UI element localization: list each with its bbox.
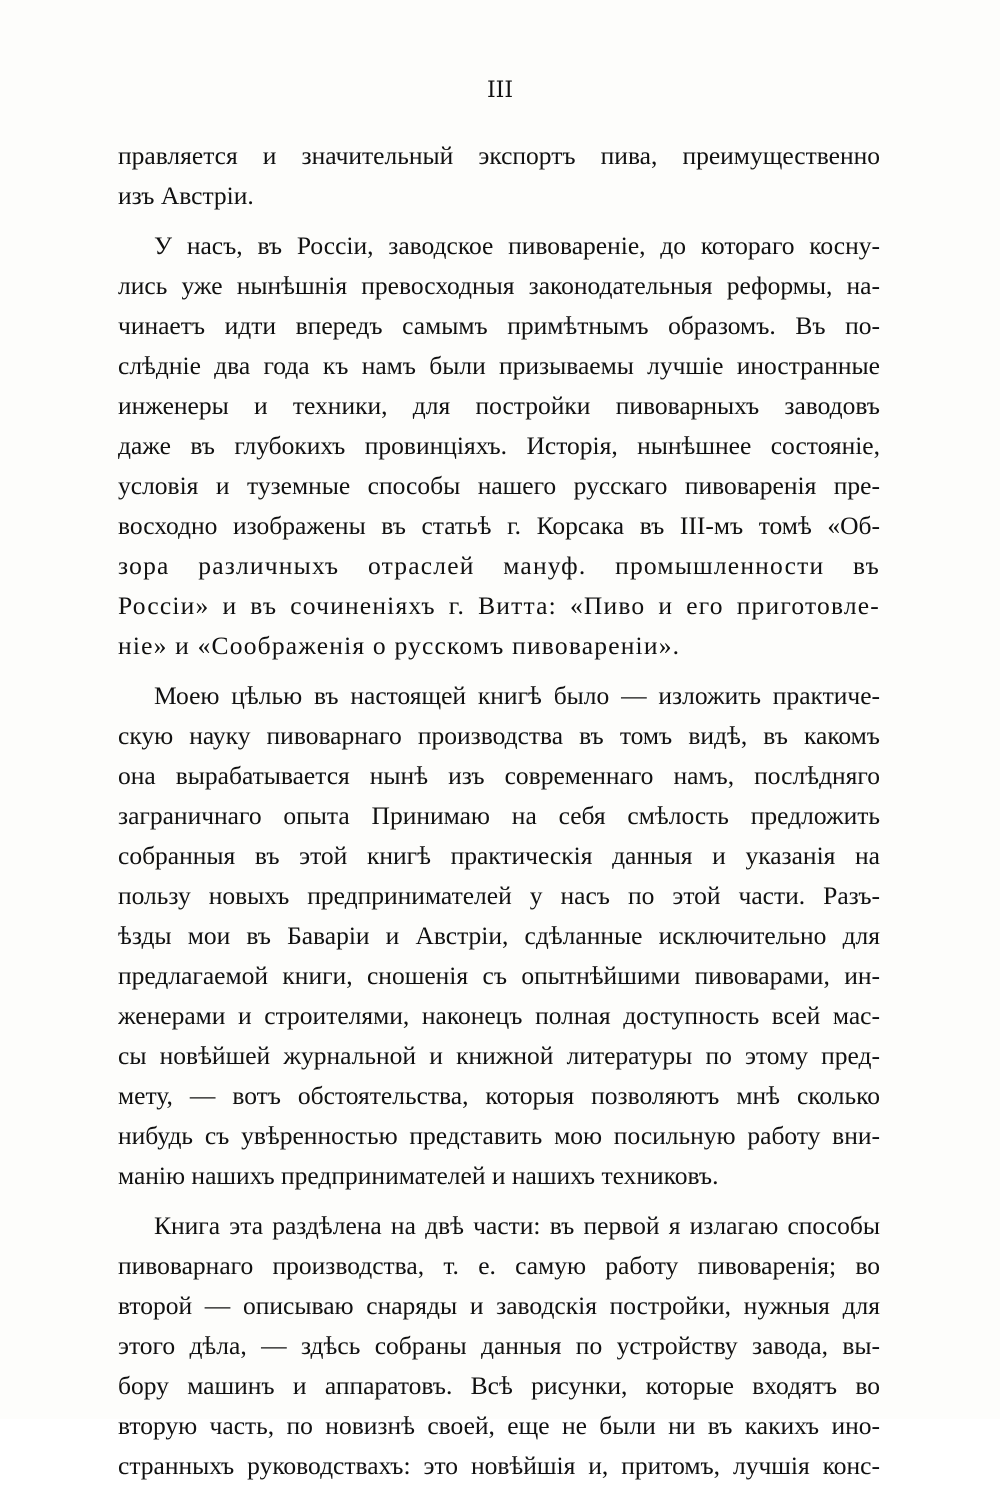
- text-line: зора различныхъ отраслей мануф. промышленности въ: [118, 551, 880, 580]
- text-line: Книга эта раздѣлена на двѣ части: въ первой я излагаю способы: [154, 1211, 880, 1240]
- text-line: странныхъ руководствахъ: это новѣйшія и, притомъ, лучшія конс-: [118, 1451, 880, 1480]
- text-line: мету, — вотъ обстоятельства, которыя позволяютъ мнѣ сколько: [118, 1081, 880, 1110]
- text-line: этого дѣла, — здѣсь собраны данныя по устройству завода, вы-: [118, 1331, 880, 1360]
- text-line: пивоварнаго производства, т. е. самую работу пивоваренія; во: [118, 1251, 880, 1280]
- text-line: второй — описываю снаряды и заводскія постройки, нужныя для: [118, 1291, 880, 1320]
- paragraph-1: [118, 136, 880, 216]
- text-line: бору машинъ и аппаратовъ. Всѣ рисунки, которые входятъ во: [118, 1371, 880, 1400]
- text-line: правляется и значительный экспортъ пива, преимущественно: [118, 141, 880, 170]
- text-line: лись уже нынѣшнія превосходныя законодательныя реформы, на-: [118, 271, 880, 300]
- text-line: условія и туземные способы нашего русскаго пивоваренія пре-: [118, 471, 880, 500]
- text-line: У насъ, въ Россіи, заводское пивовареніе, до котораго косну-: [154, 231, 880, 260]
- text-line: изъ Австріи.: [118, 181, 254, 210]
- text-line: предлагаемой книги, сношенія съ опытнѣйшими пивоварами, ин-: [118, 961, 880, 990]
- page-number: III: [486, 78, 514, 103]
- text-line: инженеры и техники, для постройки пивоварныхъ заводовъ: [118, 391, 880, 420]
- text-line: она вырабатывается нынѣ изъ современнаго намъ, послѣдняго: [118, 761, 880, 790]
- text-line: собранныя въ этой книгѣ практическія данныя и указанія на: [118, 841, 880, 870]
- body-text: [118, 136, 880, 1496]
- text-line: восходно изображены въ статьѣ г. Корсака въ III-мъ томѣ «Об-: [118, 511, 880, 540]
- paragraph-2: [118, 226, 880, 666]
- text-line: скую науку пивоварнаго производства въ томъ видѣ, въ какомъ: [118, 721, 880, 750]
- paragraph-4: [118, 1206, 880, 1486]
- text-line: манію нашихъ предпринимателей и нашихъ техниковъ.: [118, 1161, 719, 1190]
- text-line: заграничнаго опыта Принимаю на себя смѣлость предложить: [118, 801, 880, 830]
- text-line: вторую часть, по новизнѣ своей, еще не были ни въ какихъ ино-: [118, 1411, 880, 1440]
- text-line: нибудь съ увѣренностью представить мою посильную работу вни-: [118, 1121, 880, 1150]
- text-line: ніе» и «Соображенія о русскомъ пивовареніи».: [118, 631, 681, 660]
- text-line: пользу новыхъ предпринимателей у насъ по этой части. Разъ-: [118, 881, 880, 910]
- text-line: Россіи» и въ сочиненіяхъ г. Витта: «Пиво и его приготовле-: [118, 591, 880, 620]
- text-line: ѣзды мои въ Баваріи и Австріи, сдѣланные исключительно для: [118, 921, 880, 950]
- text-line: сы новѣйшей журнальной и книжной литературы по этому пред-: [118, 1041, 880, 1070]
- text-line: даже въ глубокихъ провинціяхъ. Исторія, нынѣшнее состояніе,: [118, 431, 880, 460]
- text-line: чинаетъ идти впередъ самымъ примѣтнымъ образомъ. Въ по-: [118, 311, 880, 340]
- paragraph-3: [118, 676, 880, 1196]
- text-line: женерами и строителями, наконецъ полная доступность всей мас-: [118, 1001, 880, 1030]
- text-line: Моею цѣлью въ настоящей книгѣ было — изложить практиче-: [154, 681, 880, 710]
- text-line: слѣдніе два года къ намъ были призываемы лучшіе иностранные: [118, 351, 880, 380]
